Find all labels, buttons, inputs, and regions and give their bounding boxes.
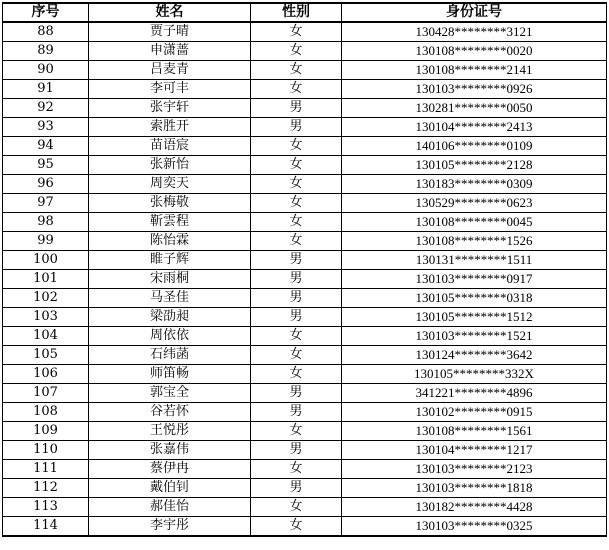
cell-gender: 男 bbox=[251, 441, 342, 460]
cell-gender: 女 bbox=[251, 460, 342, 479]
table-row bbox=[3, 194, 607, 213]
cell-id-number: 130183********0309 bbox=[342, 175, 607, 194]
student-roster-table bbox=[2, 2, 607, 537]
cell-gender: 男 bbox=[251, 251, 342, 270]
cell-serial-number: 88 bbox=[3, 22, 89, 42]
cell-gender: 女 bbox=[251, 137, 342, 156]
table-row bbox=[3, 156, 607, 175]
cell-serial-number: 91 bbox=[3, 80, 89, 99]
cell-gender: 女 bbox=[251, 422, 342, 441]
cell-serial-number: 98 bbox=[3, 213, 89, 232]
cell-id-number: 130428********3121 bbox=[342, 22, 607, 42]
cell-serial-number: 99 bbox=[3, 232, 89, 251]
table-row bbox=[3, 384, 607, 403]
cell-id-number: 130529********0623 bbox=[342, 194, 607, 213]
cell-name: 贾子晴 bbox=[89, 22, 251, 42]
cell-id-number: 130108********1561 bbox=[342, 422, 607, 441]
cell-name: 李可丰 bbox=[89, 80, 251, 99]
table-row bbox=[3, 346, 607, 365]
table-row bbox=[3, 460, 607, 479]
cell-gender: 男 bbox=[251, 403, 342, 422]
cell-serial-number: 114 bbox=[3, 517, 89, 537]
table-row bbox=[3, 175, 607, 194]
cell-gender: 女 bbox=[251, 175, 342, 194]
cell-serial-number: 92 bbox=[3, 99, 89, 118]
cell-gender: 男 bbox=[251, 118, 342, 137]
cell-name: 师笛畅 bbox=[89, 365, 251, 384]
cell-serial-number: 104 bbox=[3, 327, 89, 346]
cell-gender: 女 bbox=[251, 498, 342, 517]
header-serial-number: 序号 bbox=[3, 3, 89, 22]
cell-name: 睢子辉 bbox=[89, 251, 251, 270]
cell-name: 马圣佳 bbox=[89, 289, 251, 308]
table-row bbox=[3, 99, 607, 118]
cell-serial-number: 101 bbox=[3, 270, 89, 289]
table-row bbox=[3, 289, 607, 308]
cell-name: 周依依 bbox=[89, 327, 251, 346]
table-row bbox=[3, 308, 607, 327]
cell-id-number: 130102********0915 bbox=[342, 403, 607, 422]
cell-id-number: 341221********4896 bbox=[342, 384, 607, 403]
cell-name: 宋雨桐 bbox=[89, 270, 251, 289]
cell-serial-number: 94 bbox=[3, 137, 89, 156]
table-row bbox=[3, 441, 607, 460]
cell-gender: 男 bbox=[251, 270, 342, 289]
cell-serial-number: 89 bbox=[3, 42, 89, 61]
table-row bbox=[3, 422, 607, 441]
cell-id-number: 130108********0045 bbox=[342, 213, 607, 232]
cell-name: 郭宝全 bbox=[89, 384, 251, 403]
cell-id-number: 140106********0109 bbox=[342, 137, 607, 156]
cell-serial-number: 109 bbox=[3, 422, 89, 441]
cell-serial-number: 93 bbox=[3, 118, 89, 137]
cell-name: 石纬菡 bbox=[89, 346, 251, 365]
cell-id-number: 130105********2128 bbox=[342, 156, 607, 175]
cell-serial-number: 102 bbox=[3, 289, 89, 308]
cell-id-number: 130104********1217 bbox=[342, 441, 607, 460]
cell-gender: 男 bbox=[251, 99, 342, 118]
cell-name: 周奕天 bbox=[89, 175, 251, 194]
table-row bbox=[3, 479, 607, 498]
table-row bbox=[3, 251, 607, 270]
table-row bbox=[3, 270, 607, 289]
table-row bbox=[3, 213, 607, 232]
cell-gender: 女 bbox=[251, 22, 342, 42]
cell-id-number: 130103********0917 bbox=[342, 270, 607, 289]
cell-name: 陈怡霖 bbox=[89, 232, 251, 251]
cell-name: 张嘉伟 bbox=[89, 441, 251, 460]
cell-name: 郝佳怡 bbox=[89, 498, 251, 517]
cell-serial-number: 95 bbox=[3, 156, 89, 175]
cell-id-number: 130124********3642 bbox=[342, 346, 607, 365]
header-id-number: 身份证号 bbox=[342, 3, 607, 22]
cell-id-number: 130108********2141 bbox=[342, 61, 607, 80]
cell-serial-number: 107 bbox=[3, 384, 89, 403]
cell-id-number: 130281********0050 bbox=[342, 99, 607, 118]
cell-gender: 女 bbox=[251, 156, 342, 175]
cell-gender: 女 bbox=[251, 80, 342, 99]
cell-name: 吕麦青 bbox=[89, 61, 251, 80]
cell-serial-number: 103 bbox=[3, 308, 89, 327]
table-row bbox=[3, 517, 607, 537]
cell-gender: 女 bbox=[251, 61, 342, 80]
cell-id-number: 130108********0020 bbox=[342, 42, 607, 61]
cell-serial-number: 110 bbox=[3, 441, 89, 460]
cell-name: 索胜开 bbox=[89, 118, 251, 137]
cell-serial-number: 112 bbox=[3, 479, 89, 498]
cell-gender: 女 bbox=[251, 517, 342, 537]
cell-id-number: 130103********1521 bbox=[342, 327, 607, 346]
cell-name: 张梅敬 bbox=[89, 194, 251, 213]
cell-id-number: 130104********2413 bbox=[342, 118, 607, 137]
cell-id-number: 130103********1818 bbox=[342, 479, 607, 498]
cell-serial-number: 90 bbox=[3, 61, 89, 80]
cell-serial-number: 108 bbox=[3, 403, 89, 422]
cell-serial-number: 100 bbox=[3, 251, 89, 270]
cell-name: 梁劭昶 bbox=[89, 308, 251, 327]
cell-gender: 男 bbox=[251, 308, 342, 327]
cell-id-number: 130105********1512 bbox=[342, 308, 607, 327]
cell-gender: 男 bbox=[251, 289, 342, 308]
table-row bbox=[3, 22, 607, 42]
table-row bbox=[3, 137, 607, 156]
cell-serial-number: 106 bbox=[3, 365, 89, 384]
cell-serial-number: 111 bbox=[3, 460, 89, 479]
header-gender: 性别 bbox=[251, 3, 342, 22]
cell-name: 李宇彤 bbox=[89, 517, 251, 537]
cell-name: 张新怡 bbox=[89, 156, 251, 175]
table-body bbox=[3, 22, 607, 536]
cell-serial-number: 96 bbox=[3, 175, 89, 194]
cell-name: 靳雲程 bbox=[89, 213, 251, 232]
cell-serial-number: 113 bbox=[3, 498, 89, 517]
cell-id-number: 130103********0926 bbox=[342, 80, 607, 99]
table-row bbox=[3, 80, 607, 99]
cell-id-number: 130105********0318 bbox=[342, 289, 607, 308]
cell-gender: 女 bbox=[251, 42, 342, 61]
cell-name: 苗语宸 bbox=[89, 137, 251, 156]
cell-gender: 男 bbox=[251, 384, 342, 403]
cell-serial-number: 97 bbox=[3, 194, 89, 213]
cell-gender: 女 bbox=[251, 365, 342, 384]
header-name: 姓名 bbox=[89, 3, 251, 22]
table-row bbox=[3, 498, 607, 517]
table-row bbox=[3, 232, 607, 251]
cell-id-number: 130105********332X bbox=[342, 365, 607, 384]
cell-gender: 女 bbox=[251, 194, 342, 213]
cell-gender: 女 bbox=[251, 232, 342, 251]
cell-name: 张宇轩 bbox=[89, 99, 251, 118]
table-row bbox=[3, 42, 607, 61]
table-row bbox=[3, 403, 607, 422]
cell-gender: 男 bbox=[251, 479, 342, 498]
cell-id-number: 130131********1511 bbox=[342, 251, 607, 270]
table-row bbox=[3, 365, 607, 384]
cell-id-number: 130103********2123 bbox=[342, 460, 607, 479]
cell-id-number: 130182********4428 bbox=[342, 498, 607, 517]
cell-gender: 女 bbox=[251, 213, 342, 232]
table-row bbox=[3, 118, 607, 137]
table-header bbox=[3, 3, 607, 22]
cell-name: 戴伯钊 bbox=[89, 479, 251, 498]
roster-table-container bbox=[2, 2, 607, 537]
cell-id-number: 130103********0325 bbox=[342, 517, 607, 537]
cell-id-number: 130108********1526 bbox=[342, 232, 607, 251]
header-row bbox=[3, 3, 607, 22]
cell-name: 谷若怀 bbox=[89, 403, 251, 422]
cell-serial-number: 105 bbox=[3, 346, 89, 365]
cell-gender: 女 bbox=[251, 327, 342, 346]
table-row bbox=[3, 327, 607, 346]
cell-name: 王悦彤 bbox=[89, 422, 251, 441]
table-row bbox=[3, 61, 607, 80]
cell-name: 申潇蔷 bbox=[89, 42, 251, 61]
cell-name: 蔡伊冉 bbox=[89, 460, 251, 479]
cell-gender: 女 bbox=[251, 346, 342, 365]
